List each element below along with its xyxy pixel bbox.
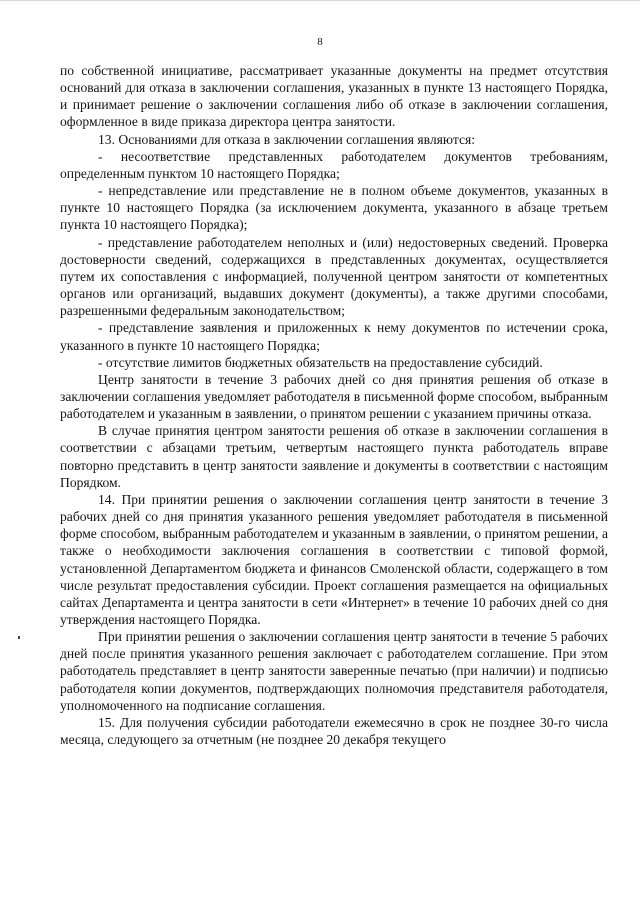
paragraph-bullet: - представление заявления и приложенных к нему документов по истечении срока, указанного в пункте 10 настоящего Порядка; xyxy=(60,320,608,353)
page-number: 8 xyxy=(317,36,323,48)
scan-artifact xyxy=(18,636,20,639)
paragraph-item-13: 13. Основаниями для отказа в заключении соглашения являются: xyxy=(98,131,476,147)
paragraph-item-15: 15. Для получения субсидии работодатели ежемесячно в срок не позднее 30-го числа месяца, следующего за отчетным (не позднее 20 декабря текущего xyxy=(60,714,608,748)
page-top-edge xyxy=(0,0,640,1)
paragraph: Центр занятости в течение 3 рабочих дней со дня принятия решения об отказе в заключении соглашения уведомляет работодателя в письменной форме способом, выбранным работодателем и указанным в заявлении, о принятом решении с указанием причины отказа. xyxy=(60,371,608,422)
paragraph-bullet: - отсутствие лимитов бюджетных обязательств на предоставление субсидий. xyxy=(98,354,543,370)
document-body xyxy=(60,62,608,748)
paragraph: При принятии решения о заключении соглашения центр занятости в течение 5 рабочих дней после принятия указанного решения заключает с работодателем соглашение. При этом работодатель представляет в центр занятости заверенные печатью (при наличии) и подписью работодателя копии документов, подтверждающих полномочия представителя работодателя, уполномоченного на подписание соглашения. xyxy=(60,629,608,713)
paragraph-item-14: 14. При принятии решения о заключении соглашения центр занятости в течение 3 рабочих дней со дня принятия указанного решения уведомляет работодателя в письменной форме способом, выбранным работодателем и указанным в заявлении, о принятом решении, а также о необходимости заключения соглашения в соответствии с типовой формой, установленной Департаментом бюджета и финансов Смоленской области, содержащего в том числе результат предоставления субсидии. Проект соглашения размещается на официальных сайтах Департамента и центра занятости в сети «Интернет» в течение 10 рабочих дней со дня утверждения настоящего Порядка. xyxy=(60,491,608,627)
paragraph-bullet: - непредставление или представление не в полном объеме документов, указанных в пункте 10 настоящего Порядка (за исключением документа, указанного в абзаце третьем пункта 10 настоящего Порядка); xyxy=(60,183,608,233)
paragraph-continuation: по собственной инициативе, рассматривает указанные документы на предмет отсутствия оснований для отказа в заключении соглашения, указанных в пункте 13 настоящего Порядка, и принимает решение о заключении соглашения либо об отказе в заключении соглашения, оформленное в виде приказа директора центра занятости. xyxy=(60,63,608,130)
paragraph: В случае принятия центром занятости решения об отказе в заключении соглашения в соответствии с абзацами третьим, четвертым настоящего пункта работодатель вправе повторно представить в центр занятости заявление и документы в соответствии с настоящим Порядком. xyxy=(60,423,608,490)
paragraph-bullet: - представление работодателем неполных и (или) недостоверных сведений. Проверка достоверности сведений, содержащихся в представленных документах, осуществляется путем их сопоставления с информацией, полученной центром занятости от компетентных органов или организаций, выдавших документ (документы), а также другими способами, разрешенными федеральным законодательством; xyxy=(60,234,608,319)
paragraph-bullet: - несоответствие представленных работодателем документов требованиям, определенным пунктом 10 настоящего Порядка; xyxy=(60,148,608,181)
